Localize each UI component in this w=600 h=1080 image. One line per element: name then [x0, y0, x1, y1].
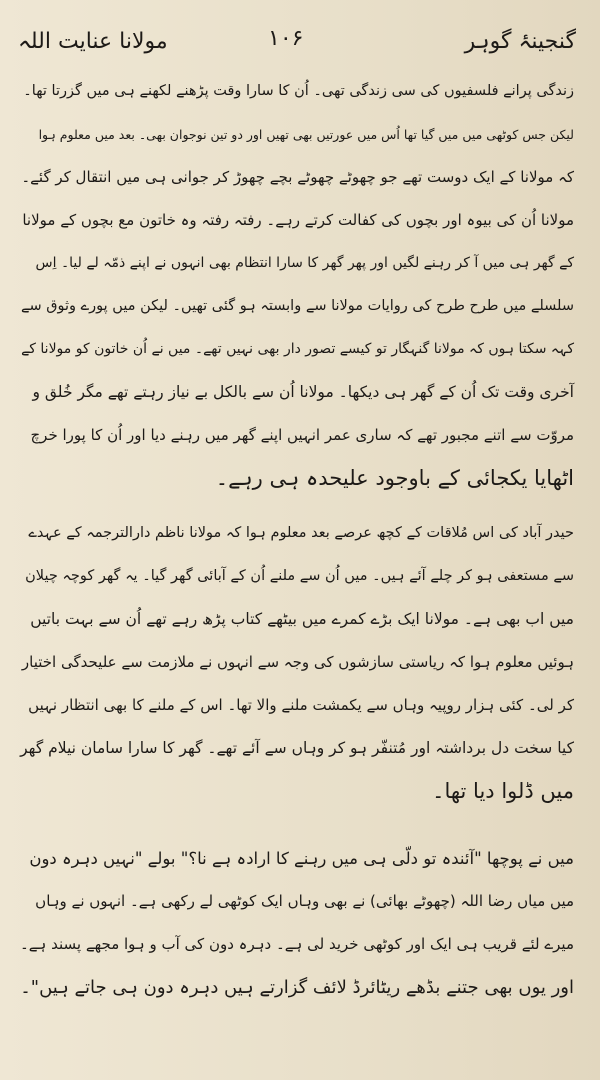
text-line: اٹھایا یکجائی کے باوجود علیحدہ ہی رہے۔ [215, 466, 574, 490]
text-line: ہوئیں معلوم ہوا کہ ریاستی سازشوں کی وجہ سے انہوں نے ملازمت سے علیحدگی اختیار [21, 653, 574, 671]
text-line: سلسلے میں طرح طرح کی روایات مولانا سے وابستہ ہو گئی تھیں۔ لیکن میں پورے وثوق سے [21, 298, 574, 314]
text-line: میں میاں رضا اللہ (چھوٹے بھائی) نے بھی وہاں ایک کوٹھی لے رکھی ہے۔ انہوں نے وہاں [35, 892, 574, 910]
header-title: گنجینۂ گوہر [464, 28, 576, 54]
text-line: میں ڈلوا دیا تھا۔ [432, 779, 574, 803]
text-line: کے گھر ہی میں آ کر رہنے لگیں اور پھر گھر کا سارا انتظام بھی انہوں نے اپنے ذمّہ لے لیا۔ اِس [35, 255, 574, 271]
text-line: میں اب بھی ہے۔ مولانا ایک بڑے کمرے میں بیٹھے کتاب پڑھ رہے تھے اُن سے بہت باتیں [30, 610, 574, 628]
text-line: اور یوں بھی جتنے بڈھے ریٹائرڈ لائف گزارتے ہیں دہرہ دون ہی جاتے ہیں"۔ [20, 977, 574, 998]
text-line: میرے لئے قریب ہی ایک اور کوٹھی خرید لی ہے۔ دہرہ دون کی آب و ہوا مجھے پسند ہے۔ [19, 935, 574, 953]
text-line: کہ مولانا کے ایک دوست تھے جو چھوٹے چھوٹے بچے چھوڑ کر جوانی ہی میں انتقال کر گئے۔ [21, 168, 574, 186]
paragraph-2 [20, 512, 574, 813]
text-line: کر لی۔ کئی ہزار روپیہ وہاں سے یکمشت ملنے والا تھا۔ اس کے ملنے کا بھی انتظار نہیں [28, 696, 574, 714]
page-body [20, 70, 574, 1064]
text-line: مروّت سے اتنے مجبور تھے کہ ساری عمر انہیں اپنے گھر میں رہنے دیا اور اُن کا پورا خرچ [30, 426, 574, 444]
text-line: لیکن جس کوٹھی میں میں گیا تھا اُس میں عورتیں بھی تھیں اور دو تین نوجوان بھی۔ بعد میں معلوم ہوا [38, 127, 574, 142]
paragraph-1 [20, 70, 574, 500]
text-line: زندگی پرانے فلسفیوں کی سی زندگی تھی۔ اُن کا سارا وقت پڑھنے لکھنے ہی میں گزرتا تھا۔ [23, 83, 574, 99]
text-line: کیا سخت دل برداشتہ اور مُتنفّر ہو کر وہاں سے آئے تھے۔ گھر کا سارا سامان نیلام گھر [20, 739, 574, 757]
paragraph-3 [20, 837, 574, 1009]
page-header [18, 22, 576, 60]
page-number: ۱۰۶ [268, 26, 304, 51]
text-line: حیدر آباد کی اس مُلاقات کے کچھ عرصے بعد معلوم ہوا کہ مولانا ناظم دارالترجمہ کے عہدے [28, 525, 574, 541]
text-line: آخری وقت تک اُن کے گھر ہی دیکھا۔ مولانا اُن سے بالکل بے نیاز رہتے تھے مگر خُلق و [32, 383, 574, 401]
header-author: مولانا عنایت اللہ [18, 28, 168, 54]
text-line: مولانا اُن کی بیوہ اور بچوں کی کفالت کرتے رہے۔ رفتہ رفتہ وہ خاتون مع بچوں کے مولانا [22, 211, 574, 229]
text-line: میں نے پوچھا "آئندہ تو دلّی ہی میں رہنے کا ارادہ ہے نا؟" بولے "نہیں دہرہ دون [29, 849, 574, 868]
text-line: کہہ سکتا ہوں کہ مولانا گنہگار تو کیسے تصور دار بھی نہیں تھے۔ میں نے اُن خاتون کو مولانا کے [21, 341, 574, 357]
text-line: سے مستعفی ہو کر چلے آئے ہیں۔ میں اُن سے ملنے اُن کے آبائی گھر گیا۔ یہ گھر کوچہ چیلان [25, 568, 574, 584]
